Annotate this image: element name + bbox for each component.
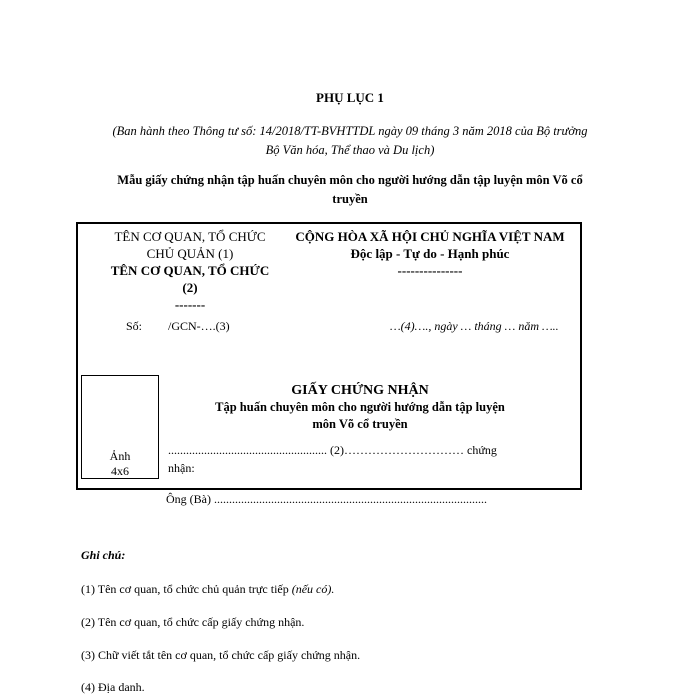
issuance-note-line2: Bộ Văn hóa, Thể thao và Du lịch) <box>265 143 435 157</box>
photo-label-line1: Ảnh <box>109 449 131 463</box>
org-divider: ------- <box>174 297 206 312</box>
form-heading-line2: truyền <box>332 192 368 206</box>
issuance-note <box>80 122 620 160</box>
note-3: (3) Chữ viết tắt tên cơ quan, tổ chức cấp giấy chứng nhận. <box>81 648 361 662</box>
organization-block <box>90 228 290 313</box>
photo-label <box>81 449 159 479</box>
appendix-title: PHỤ LỤC 1 <box>316 90 384 105</box>
notes-heading: Ghi chú: <box>81 548 126 562</box>
form-heading-line1: Mẫu giấy chứng nhận tập huấn chuyên môn cho người hướng dẫn tập luyện môn Võ cổ <box>117 173 583 187</box>
photo-label-line2: 4x6 <box>111 464 129 478</box>
certificate-subtitle-line2: môn Võ cổ truyền <box>312 417 408 431</box>
note-1 <box>81 582 334 597</box>
org-parent-line2: CHỦ QUẢN (1) <box>146 246 234 261</box>
certifying-org-line: ..................................................... (2)………………………… chứng <box>168 443 497 457</box>
org-parent-line1: TÊN CƠ QUAN, TỔ CHỨC <box>114 229 266 244</box>
certify-label: nhận: <box>168 461 195 475</box>
national-name: CỘNG HÒA XÃ HỘI CHỦ NGHĨA VIỆT NAM <box>295 229 565 244</box>
national-divider: --------------- <box>397 263 463 278</box>
number-label: Số: <box>126 319 143 333</box>
org-issuer-line1: TÊN CƠ QUAN, TỔ CHỨC <box>110 263 270 278</box>
note-4: (4) Địa danh. <box>81 680 145 694</box>
org-issuer-line2: (2) <box>182 280 198 295</box>
certificate-subtitle-line1: Tập huấn chuyên môn cho người hướng dẫn tập luyện <box>215 400 505 414</box>
national-motto-block <box>280 228 580 279</box>
certificate-title-block <box>160 382 560 433</box>
note-2: (2) Tên cơ quan, tổ chức cấp giấy chứng nhận. <box>81 615 305 629</box>
certificate-title: GIẤY CHỨNG NHẬN <box>291 383 429 398</box>
recipient-line: Ông (Bà) ........................................................................................... <box>166 492 487 506</box>
form-heading <box>80 171 620 209</box>
number-value: /GCN-….(3) <box>168 319 230 333</box>
national-motto: Độc lập - Tự do - Hạnh phúc <box>350 246 510 261</box>
note-1-text: (1) Tên cơ quan, tổ chức chủ quản trực tiếp <box>81 582 292 596</box>
note-1-italic: (nếu có). <box>291 582 335 596</box>
place-date: …(4)…., ngày … tháng … năm ….. <box>390 319 559 333</box>
issuance-note-line1: (Ban hành theo Thông tư số: 14/2018/TT-BVHTTDL ngày 09 tháng 3 năm 2018 của Bộ trưởng <box>112 124 588 138</box>
